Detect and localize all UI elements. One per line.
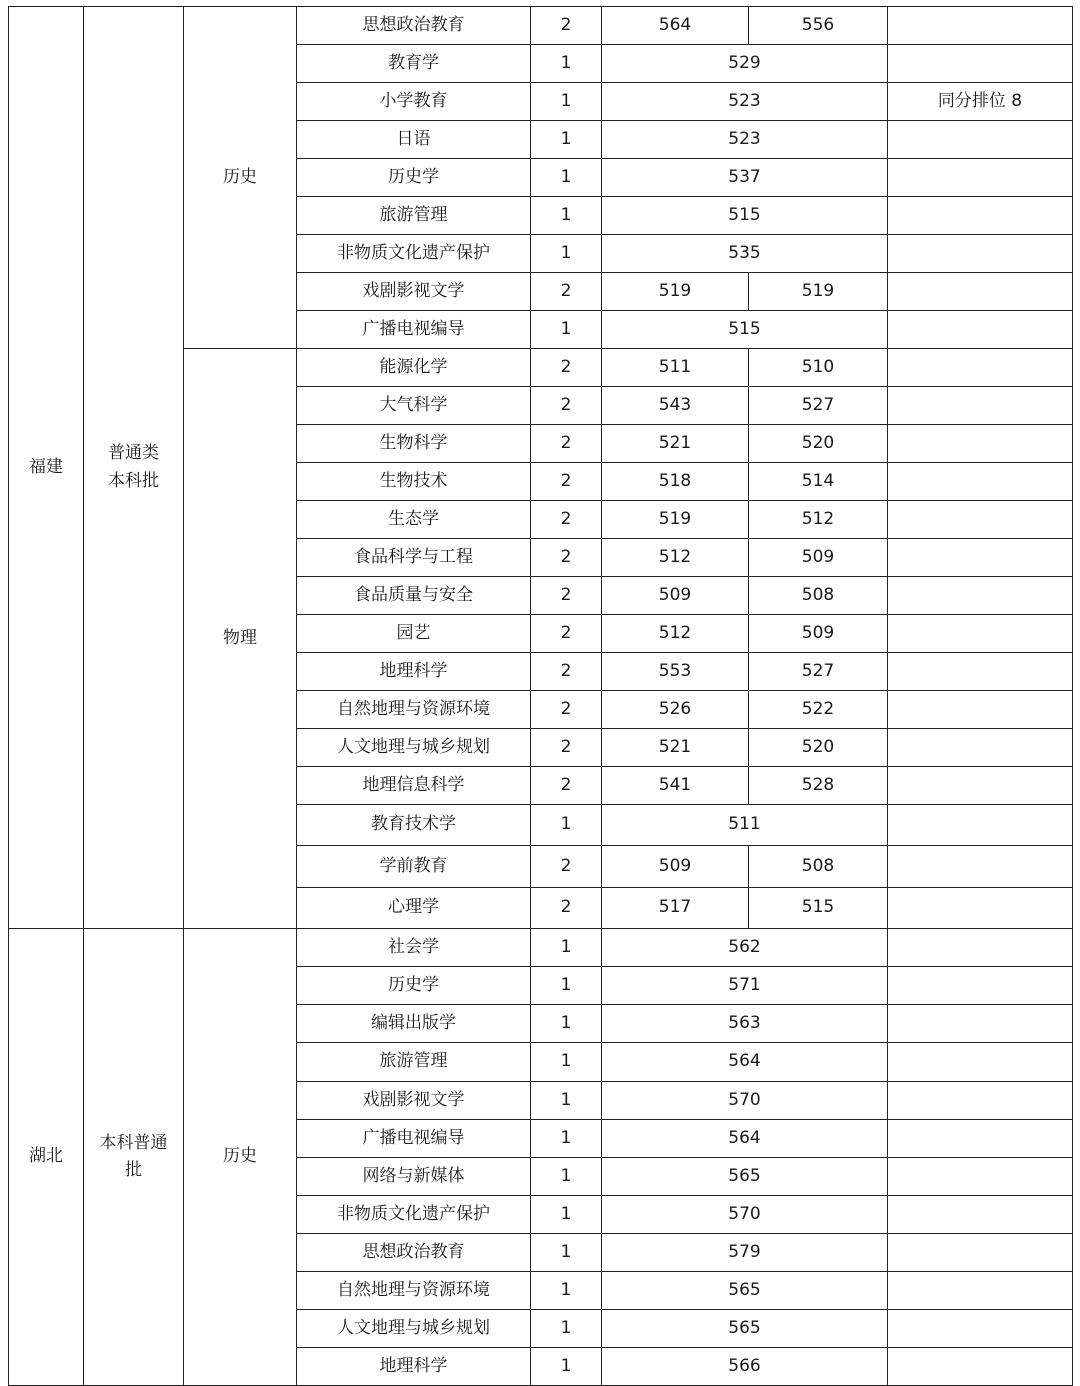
major-cell: 戏剧影视文学 [297,1082,531,1120]
note-cell [888,7,1073,45]
count-cell: 1 [531,235,602,273]
count-cell: 2 [531,273,602,311]
score-cell: 535 [602,235,888,273]
major-cell: 自然地理与资源环境 [297,691,531,729]
note-cell [888,653,1073,691]
count-cell: 1 [531,1005,602,1043]
note-cell [888,1310,1073,1348]
note-cell [888,311,1073,349]
count-cell: 1 [531,1272,602,1310]
major-cell: 大气科学 [297,387,531,425]
count-cell: 2 [531,888,602,929]
score-cell: 563 [602,1005,888,1043]
note-cell [888,1196,1073,1234]
count-cell: 2 [531,729,602,767]
province-cell: 湖北 [9,929,84,1386]
score-cell: 565 [602,1158,888,1196]
major-cell: 食品质量与安全 [297,577,531,615]
count-cell: 2 [531,425,602,463]
score-cell: 515 [602,311,888,349]
note-cell [888,45,1073,83]
note-cell [888,1272,1073,1310]
major-cell: 人文地理与城乡规划 [297,1310,531,1348]
count-cell: 2 [531,615,602,653]
note-cell [888,1158,1073,1196]
count-cell: 1 [531,1043,602,1082]
min-score-cell: 508 [749,577,888,615]
score-cell: 564 [602,1043,888,1082]
count-cell: 1 [531,311,602,349]
max-score-cell: 512 [602,615,749,653]
max-score-cell: 541 [602,767,749,805]
min-score-cell: 520 [749,729,888,767]
major-cell: 生物科学 [297,425,531,463]
batch-cell [84,929,184,1386]
count-cell: 2 [531,577,602,615]
major-cell: 食品科学与工程 [297,539,531,577]
min-score-cell: 528 [749,767,888,805]
major-cell: 编辑出版学 [297,1005,531,1043]
note-cell [888,159,1073,197]
count-cell: 1 [531,1348,602,1386]
score-cell: 566 [602,1348,888,1386]
note-cell [888,387,1073,425]
score-cell: 523 [602,121,888,159]
max-score-cell: 518 [602,463,749,501]
major-cell: 小学教育 [297,83,531,121]
min-score-cell: 509 [749,539,888,577]
max-score-cell: 521 [602,729,749,767]
note-cell [888,577,1073,615]
score-cell: 565 [602,1272,888,1310]
note-cell [888,805,1073,846]
major-cell: 自然地理与资源环境 [297,1272,531,1310]
table-body [9,7,1073,1386]
note-cell [888,929,1073,967]
note-cell [888,463,1073,501]
major-cell: 旅游管理 [297,1043,531,1082]
min-score-cell: 510 [749,349,888,387]
major-cell: 思想政治教育 [297,7,531,45]
major-cell: 旅游管理 [297,197,531,235]
batch-line: 本科普通 [99,1132,168,1153]
subject-cell: 物理 [184,349,297,929]
count-cell: 2 [531,846,602,888]
major-cell: 生物技术 [297,463,531,501]
max-score-cell: 517 [602,888,749,929]
note-cell [888,691,1073,729]
major-cell: 学前教育 [297,846,531,888]
count-cell: 2 [531,463,602,501]
major-cell: 地理信息科学 [297,767,531,805]
min-score-cell: 520 [749,425,888,463]
count-cell: 2 [531,349,602,387]
note-cell [888,1082,1073,1120]
major-cell: 教育学 [297,45,531,83]
note-cell [888,273,1073,311]
count-cell: 1 [531,1234,602,1272]
max-score-cell: 564 [602,7,749,45]
min-score-cell: 508 [749,846,888,888]
major-cell: 地理科学 [297,653,531,691]
score-cell: 523 [602,83,888,121]
note-cell [888,1234,1073,1272]
major-cell: 能源化学 [297,349,531,387]
min-score-cell: 512 [749,501,888,539]
score-cell: 562 [602,929,888,967]
count-cell: 1 [531,83,602,121]
score-cell: 515 [602,197,888,235]
major-cell: 人文地理与城乡规划 [297,729,531,767]
score-cell: 529 [602,45,888,83]
score-cell: 564 [602,1120,888,1158]
max-score-cell: 521 [602,425,749,463]
note-cell [888,967,1073,1005]
min-score-cell: 515 [749,888,888,929]
count-cell: 1 [531,1082,602,1120]
count-cell: 2 [531,691,602,729]
note-cell [888,501,1073,539]
major-cell: 广播电视编导 [297,1120,531,1158]
province-cell: 福建 [9,7,84,929]
major-cell: 心理学 [297,888,531,929]
note-cell [888,846,1073,888]
table-row [9,7,1073,45]
count-cell: 1 [531,197,602,235]
note-cell [888,1043,1073,1082]
major-cell: 戏剧影视文学 [297,273,531,311]
score-cell: 571 [602,967,888,1005]
count-cell: 1 [531,45,602,83]
major-cell: 非物质文化遗产保护 [297,1196,531,1234]
score-cell: 537 [602,159,888,197]
major-cell: 历史学 [297,159,531,197]
count-cell: 1 [531,1158,602,1196]
score-cell: 565 [602,1310,888,1348]
max-score-cell: 509 [602,577,749,615]
batch-line: 批 [125,1160,142,1180]
note-cell [888,615,1073,653]
max-score-cell: 526 [602,691,749,729]
count-cell: 2 [531,539,602,577]
major-cell: 非物质文化遗产保护 [297,235,531,273]
max-score-cell: 553 [602,653,749,691]
count-cell: 1 [531,805,602,846]
min-score-cell: 522 [749,691,888,729]
count-cell: 2 [531,387,602,425]
count-cell: 1 [531,1310,602,1348]
count-cell: 2 [531,7,602,45]
min-score-cell: 527 [749,387,888,425]
major-cell: 网络与新媒体 [297,1158,531,1196]
min-score-cell: 519 [749,273,888,311]
note-cell [888,349,1073,387]
count-cell: 1 [531,1120,602,1158]
note-cell [888,539,1073,577]
score-cell: 570 [602,1082,888,1120]
major-cell: 社会学 [297,929,531,967]
max-score-cell: 512 [602,539,749,577]
major-cell: 园艺 [297,615,531,653]
major-cell: 日语 [297,121,531,159]
count-cell: 1 [531,159,602,197]
major-cell: 生态学 [297,501,531,539]
subject-cell: 历史 [184,7,297,349]
table-row [9,929,1073,967]
note-cell [888,1120,1073,1158]
note-cell [888,197,1073,235]
note-cell [888,767,1073,805]
batch-line: 普通类 [108,443,159,464]
admission-scores-table [8,6,1073,1386]
max-score-cell: 543 [602,387,749,425]
major-cell: 广播电视编导 [297,311,531,349]
count-cell: 2 [531,653,602,691]
count-cell: 1 [531,929,602,967]
count-cell: 2 [531,767,602,805]
min-score-cell: 527 [749,653,888,691]
count-cell: 2 [531,501,602,539]
max-score-cell: 509 [602,846,749,888]
count-cell: 1 [531,121,602,159]
note-cell: 同分排位 8 [888,83,1073,121]
major-cell: 思想政治教育 [297,1234,531,1272]
max-score-cell: 511 [602,349,749,387]
note-cell [888,729,1073,767]
subject-cell: 历史 [184,929,297,1386]
note-cell [888,1005,1073,1043]
min-score-cell: 556 [749,7,888,45]
min-score-cell: 509 [749,615,888,653]
note-cell [888,121,1073,159]
major-cell: 地理科学 [297,1348,531,1386]
note-cell [888,888,1073,929]
batch-line: 本科批 [108,470,159,491]
note-cell [888,425,1073,463]
note-cell [888,235,1073,273]
major-cell: 历史学 [297,967,531,1005]
min-score-cell: 514 [749,463,888,501]
max-score-cell: 519 [602,273,749,311]
max-score-cell: 519 [602,501,749,539]
major-cell: 教育技术学 [297,805,531,846]
score-cell: 511 [602,805,888,846]
count-cell: 1 [531,967,602,1005]
score-cell: 570 [602,1196,888,1234]
batch-cell [84,7,184,929]
score-cell: 579 [602,1234,888,1272]
count-cell: 1 [531,1196,602,1234]
